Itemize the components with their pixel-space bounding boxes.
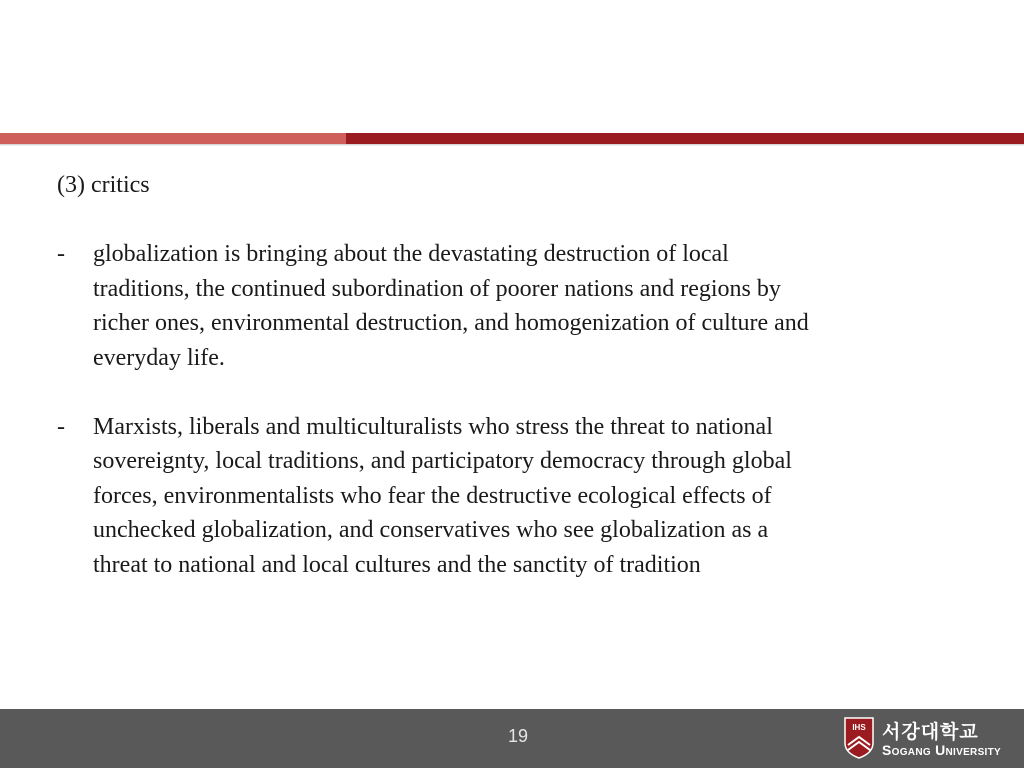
section-heading: (3) critics: [57, 172, 150, 198]
bullet-line: richer ones, environmental destruction, and homogenization of culture and: [93, 310, 809, 336]
bullet-line: globalization is bringing about the devastating destruction of local: [93, 241, 729, 267]
accent-bar-dark-segment: [346, 133, 1024, 144]
spacer: [57, 203, 957, 238]
page-number: 19: [507, 726, 529, 746]
bullet-line: Marxists, liberals and multiculturalists who stress the threat to national: [93, 413, 773, 440]
bullet-dash: -: [57, 241, 65, 267]
footer-bar: [0, 709, 1024, 768]
logo-korean-name: 서강대학교: [882, 721, 979, 743]
bullet-line: forces, environmentalists who fear the destructive ecological effects of: [93, 482, 772, 509]
bullet-line: sovereignty, local traditions, and participatory democracy through global: [93, 448, 792, 474]
bullet-line: threat to national and local cultures and the sanctity of tradition: [93, 551, 701, 578]
spacer: [57, 375, 957, 410]
crest-text: IHS: [852, 723, 866, 732]
crest-icon: [844, 717, 874, 759]
slide-body: [57, 168, 957, 582]
bullet-line: unchecked globalization, and conservatives who see globalization as a: [93, 517, 769, 543]
university-logo: [838, 715, 1018, 763]
bullet-line: traditions, the continued subordination of poorer nations and regions by: [93, 275, 781, 302]
bullet-item-2: [57, 410, 957, 583]
bullet-dash: -: [57, 413, 65, 440]
accent-bar-light-segment: [0, 133, 346, 144]
bullet-item-1: [57, 237, 957, 375]
header-accent-bar: [0, 133, 1024, 144]
logo-english-name: Sogang University: [882, 742, 1002, 758]
accent-bar-shadow: [0, 144, 1024, 146]
bullet-line: everyday life.: [93, 344, 225, 371]
